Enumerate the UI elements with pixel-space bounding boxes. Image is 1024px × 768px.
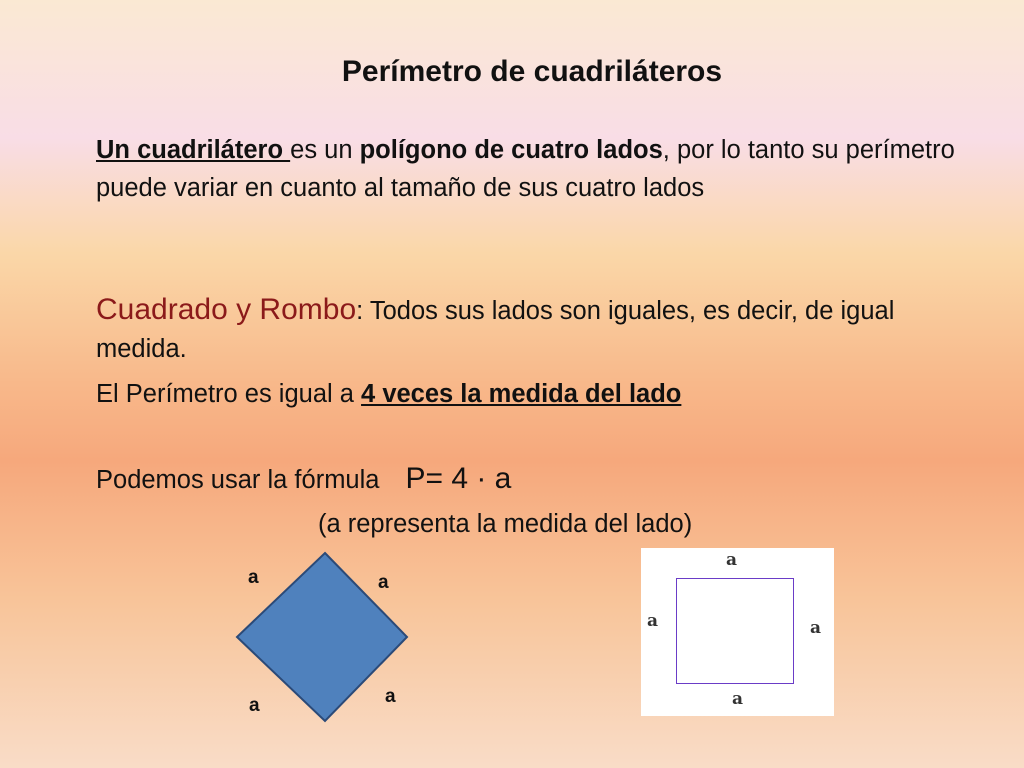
intro-text-1: es un [290, 136, 360, 164]
square-label-right: a [810, 618, 822, 638]
square-label-left: a [647, 611, 659, 631]
square-rhombus-desc: : Todos sus lados son iguales, es decir, de igual medida. [96, 297, 895, 363]
square-label-top: a [726, 550, 738, 570]
perimeter-value: 4 veces la medida del lado [361, 380, 682, 408]
slide-title: Perímetro de cuadriláteros [341, 55, 723, 88]
rhombus-label-top-right: a [378, 572, 389, 593]
formula-note: (a representa la medida del lado) [318, 510, 693, 538]
square-label-bottom: a [732, 689, 744, 709]
intro-paragraph [96, 131, 956, 207]
formula-line [96, 460, 956, 499]
intro-text-2: , por lo tanto su perímetro puede variar en cuanto al tamaño de sus cuatro lados [96, 136, 955, 202]
intro-term: Un cuadrilátero [96, 136, 291, 164]
intro-bold: polígono de cuatro lados [359, 136, 663, 164]
rhombus-label-bottom-right: a [385, 686, 396, 707]
square-shape [676, 578, 794, 684]
square-rhombus-heading: Cuadrado y Rombo [96, 293, 357, 326]
rhombus-label-top-left: a [248, 567, 259, 588]
formula-expression: P= 4 · a [405, 462, 512, 495]
square-rhombus-paragraph [96, 291, 956, 368]
formula-prefix: Podemos usar la fórmula [96, 466, 380, 494]
rhombus-label-bottom-left: a [249, 695, 260, 716]
perimeter-prefix: El Perímetro es igual a [96, 380, 362, 408]
perimeter-paragraph [96, 375, 956, 413]
square-diagram [641, 548, 834, 716]
